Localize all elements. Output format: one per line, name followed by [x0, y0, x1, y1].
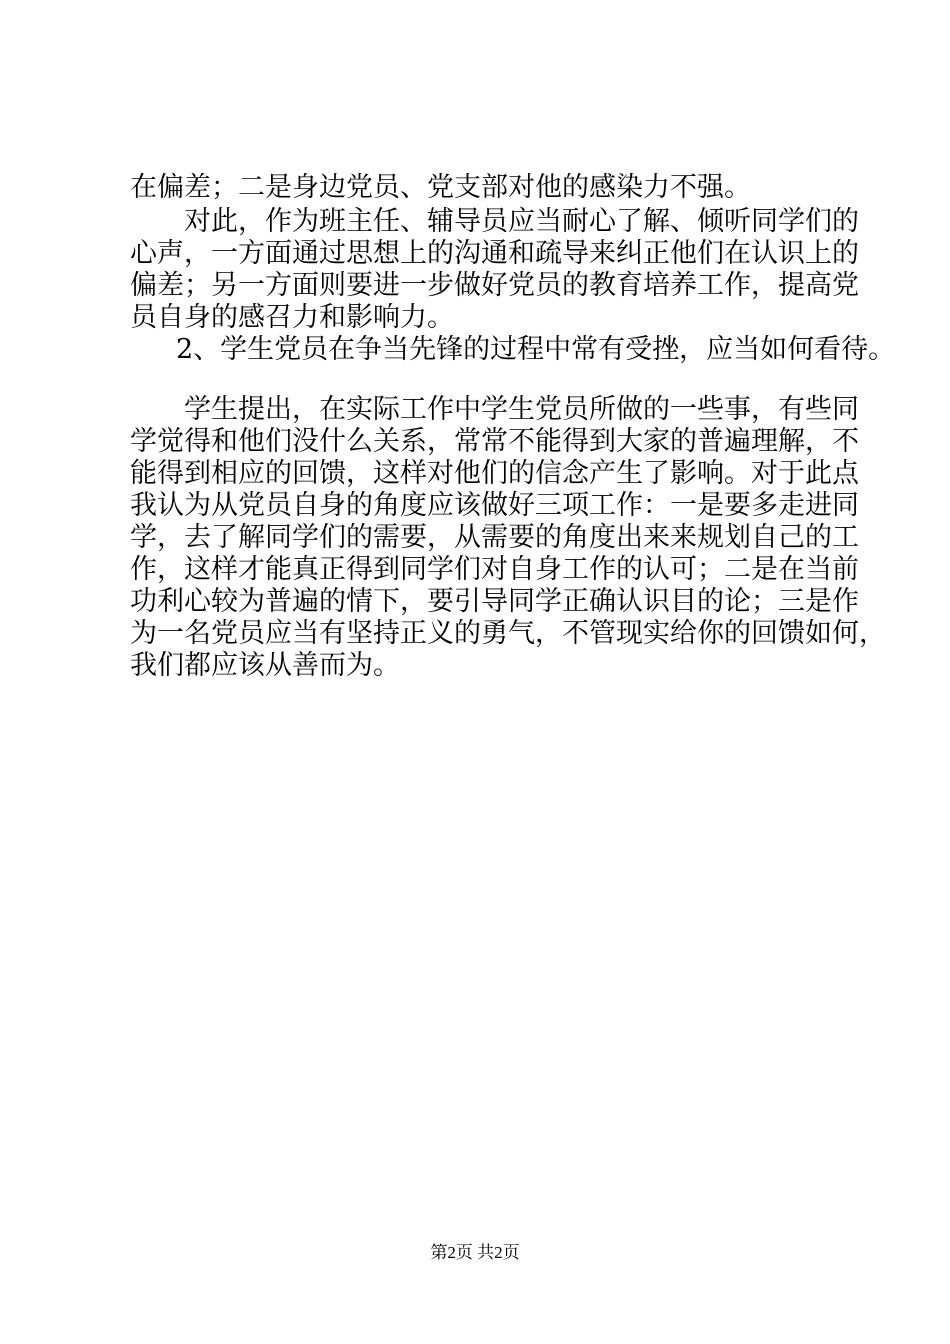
text-line: 员自身的感召力和影响力。: [130, 302, 454, 333]
text-line: 作，这样才能真正得到同学们对自身工作的认可；二是在当前: [130, 554, 859, 585]
text-line: 学，去了解同学们的需要，从需要的角度出来来规划自己的工: [130, 522, 859, 553]
text-line: 在偏差；二是身边党员、党支部对他的感染力不强。: [130, 172, 751, 203]
text-line: 心声，一方面通过思想上的沟通和疏导来纠正他们在认识上的: [130, 238, 859, 269]
text-line: 学生提出，在实际工作中学生党员所做的一些事，有些同: [184, 394, 859, 425]
page-number-footer: 第2页 共2页: [430, 1243, 520, 1262]
text-line: 能得到相应的回馈，这样对他们的信念产生了影响。对于此点: [130, 458, 859, 489]
text-line: 偏差；另一方面则要进一步做好党员的教育培养工作，提高党: [130, 270, 859, 301]
text-line: 2、学生党员在争当先锋的过程中常有受挫，应当如何看待。: [176, 334, 896, 365]
text-line: 为一名党员应当有坚持正义的勇气，不管现实给你的回馈如何，: [130, 618, 886, 649]
text-line: 学觉得和他们没什么关系，常常不能得到大家的普遍理解，不: [130, 426, 859, 457]
text-line: 对此，作为班主任、辅导员应当耐心了解、倾听同学们的: [184, 206, 859, 237]
text-line: 我认为从党员自身的角度应该做好三项工作：一是要多走进同: [130, 490, 859, 521]
text-line: 功利心较为普遍的情下，要引导同学正确认识目的论；三是作: [130, 586, 859, 617]
text-line: 我们都应该从善而为。: [130, 650, 400, 681]
